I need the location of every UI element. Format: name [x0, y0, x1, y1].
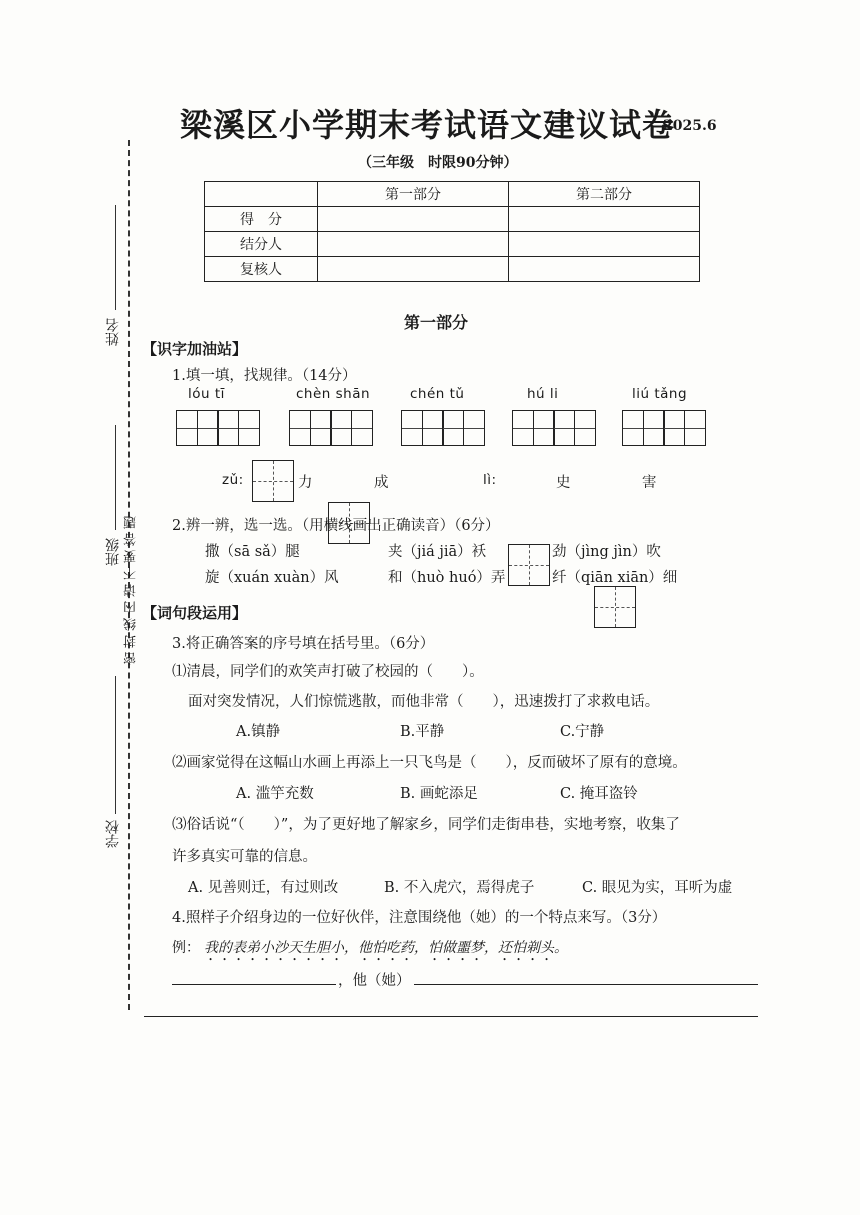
- school-blank[interactable]: [115, 676, 116, 814]
- question-4-prompt: 4.照样子介绍身边的一位好伙伴，注意围绕他（她）的一个特点来写。（3分）: [172, 910, 667, 926]
- row-label: 结分人: [205, 232, 318, 257]
- q3-option[interactable]: B. 不入虎穴，焉得虎子: [384, 880, 535, 896]
- score-input-cell[interactable]: [509, 232, 700, 257]
- pinyin-label: chèn shān: [296, 386, 371, 402]
- name-label: 姓名: [105, 318, 121, 346]
- pinyin-label: zǔ:: [222, 472, 244, 488]
- exam-title: 梁溪区小学期末考试语文建议试卷: [180, 106, 676, 144]
- table-row: [205, 207, 700, 232]
- q3-option[interactable]: C. 眼见为实，耳听为虚: [582, 880, 733, 896]
- char-hint: 成: [374, 475, 389, 491]
- q3-option[interactable]: C.宁静: [560, 724, 605, 740]
- answer-blank[interactable]: [172, 984, 336, 985]
- pinyin-label: chén tǔ: [410, 386, 465, 402]
- q3-option[interactable]: C. 掩耳盗铃: [560, 786, 638, 802]
- name-blank[interactable]: [115, 205, 116, 310]
- q3-option[interactable]: A. 见善则迁，有过则改: [188, 880, 339, 896]
- table-row: [205, 257, 700, 282]
- pinyin-label: hú li: [527, 386, 559, 402]
- table-header: 第一部分: [318, 182, 509, 207]
- writing-grid[interactable]: [622, 410, 706, 446]
- section-title: 【识字加油站】: [142, 340, 248, 358]
- writing-grid[interactable]: [289, 410, 373, 446]
- writing-box[interactable]: [594, 586, 636, 628]
- answer-blank[interactable]: [414, 984, 758, 985]
- question-1-prompt: 1.填一填，找规律。（14分）: [172, 368, 357, 384]
- q3-option[interactable]: B. 画蛇添足: [400, 786, 478, 802]
- reading-option[interactable]: 撒（sā sǎ）腿: [205, 544, 300, 560]
- q3-sentence: ⑴清晨，同学们的欢笑声打破了校园的（ ）。: [172, 664, 484, 680]
- reading-option[interactable]: 纤（qiān xiān）细: [552, 570, 678, 586]
- question-3-prompt: 3.将正确答案的序号填在括号里。（6分）: [172, 636, 435, 652]
- q3-sentence: ⑵画家觉得在这幅山水画上再添上一只飞鸟是（ ），反而破坏了原有的意境。: [172, 755, 687, 771]
- score-input-cell[interactable]: [318, 232, 509, 257]
- q3-sentence: ⑶俗话说“（ ）”，为了更好地了解家乡，同学们走街串巷，实地考察，收集了: [172, 817, 680, 833]
- writing-grid[interactable]: [512, 410, 596, 446]
- part1-title: 第一部分: [404, 313, 469, 332]
- class-blank[interactable]: [115, 425, 116, 530]
- table-cell: [205, 182, 318, 207]
- fill-connector: ，他（她）: [338, 973, 411, 989]
- answer-blank[interactable]: [144, 1016, 758, 1017]
- score-table: [204, 181, 700, 282]
- pinyin-label: lì:: [483, 472, 497, 488]
- table-row: [205, 182, 700, 207]
- char-hint: 力: [298, 475, 313, 491]
- score-input-cell[interactable]: [318, 257, 509, 282]
- reading-option[interactable]: 和（huò huó）弄: [388, 570, 506, 586]
- q3-option[interactable]: B.平静: [400, 724, 445, 740]
- seal-warning: 密封线内请不要答题: [124, 512, 139, 665]
- writing-box[interactable]: [508, 544, 550, 586]
- pinyin-label: liú tǎng: [632, 386, 688, 402]
- writing-box[interactable]: [252, 460, 294, 502]
- example-sentence: 我的表弟小沙天生胆小，他怕吃药，怕做噩梦，还怕剃头。: [204, 940, 568, 956]
- exam-subtitle: （三年级 时限90分钟）: [358, 155, 518, 171]
- table-row: [205, 232, 700, 257]
- question-2-prompt: 2.辨一辨，选一选。（用横线画出正确读音）（6分）: [172, 518, 500, 534]
- char-hint: 史: [556, 475, 571, 491]
- q3-sentence: 面对突发情况，人们惊慌逃散，而他非常（ ），迅速拨打了求救电话。: [188, 694, 660, 710]
- school-label: 学校: [105, 820, 121, 848]
- score-input-cell[interactable]: [318, 207, 509, 232]
- section-title: 【词句段运用】: [142, 604, 248, 622]
- table-header: 第二部分: [509, 182, 700, 207]
- reading-option[interactable]: 旋（xuán xuàn）风: [205, 570, 339, 586]
- reading-option[interactable]: 夹（jiá jiā）袄: [388, 544, 487, 560]
- writing-grid[interactable]: [176, 410, 260, 446]
- exam-date: 2025.6: [663, 118, 717, 134]
- writing-grid[interactable]: [401, 410, 485, 446]
- q3-sentence: 许多真实可靠的信息。: [172, 849, 317, 865]
- pinyin-label: lóu tī: [188, 386, 225, 402]
- class-label: 班级: [105, 538, 121, 566]
- example-prefix: 例：: [172, 940, 200, 956]
- row-label: 得 分: [205, 207, 318, 232]
- row-label: 复核人: [205, 257, 318, 282]
- score-input-cell[interactable]: [509, 257, 700, 282]
- char-hint: 害: [642, 475, 657, 491]
- score-input-cell[interactable]: [509, 207, 700, 232]
- q3-option[interactable]: A.镇静: [236, 724, 281, 740]
- reading-option[interactable]: 劲（jìng jìn）吹: [552, 544, 661, 560]
- q3-option[interactable]: A. 滥竽充数: [236, 786, 314, 802]
